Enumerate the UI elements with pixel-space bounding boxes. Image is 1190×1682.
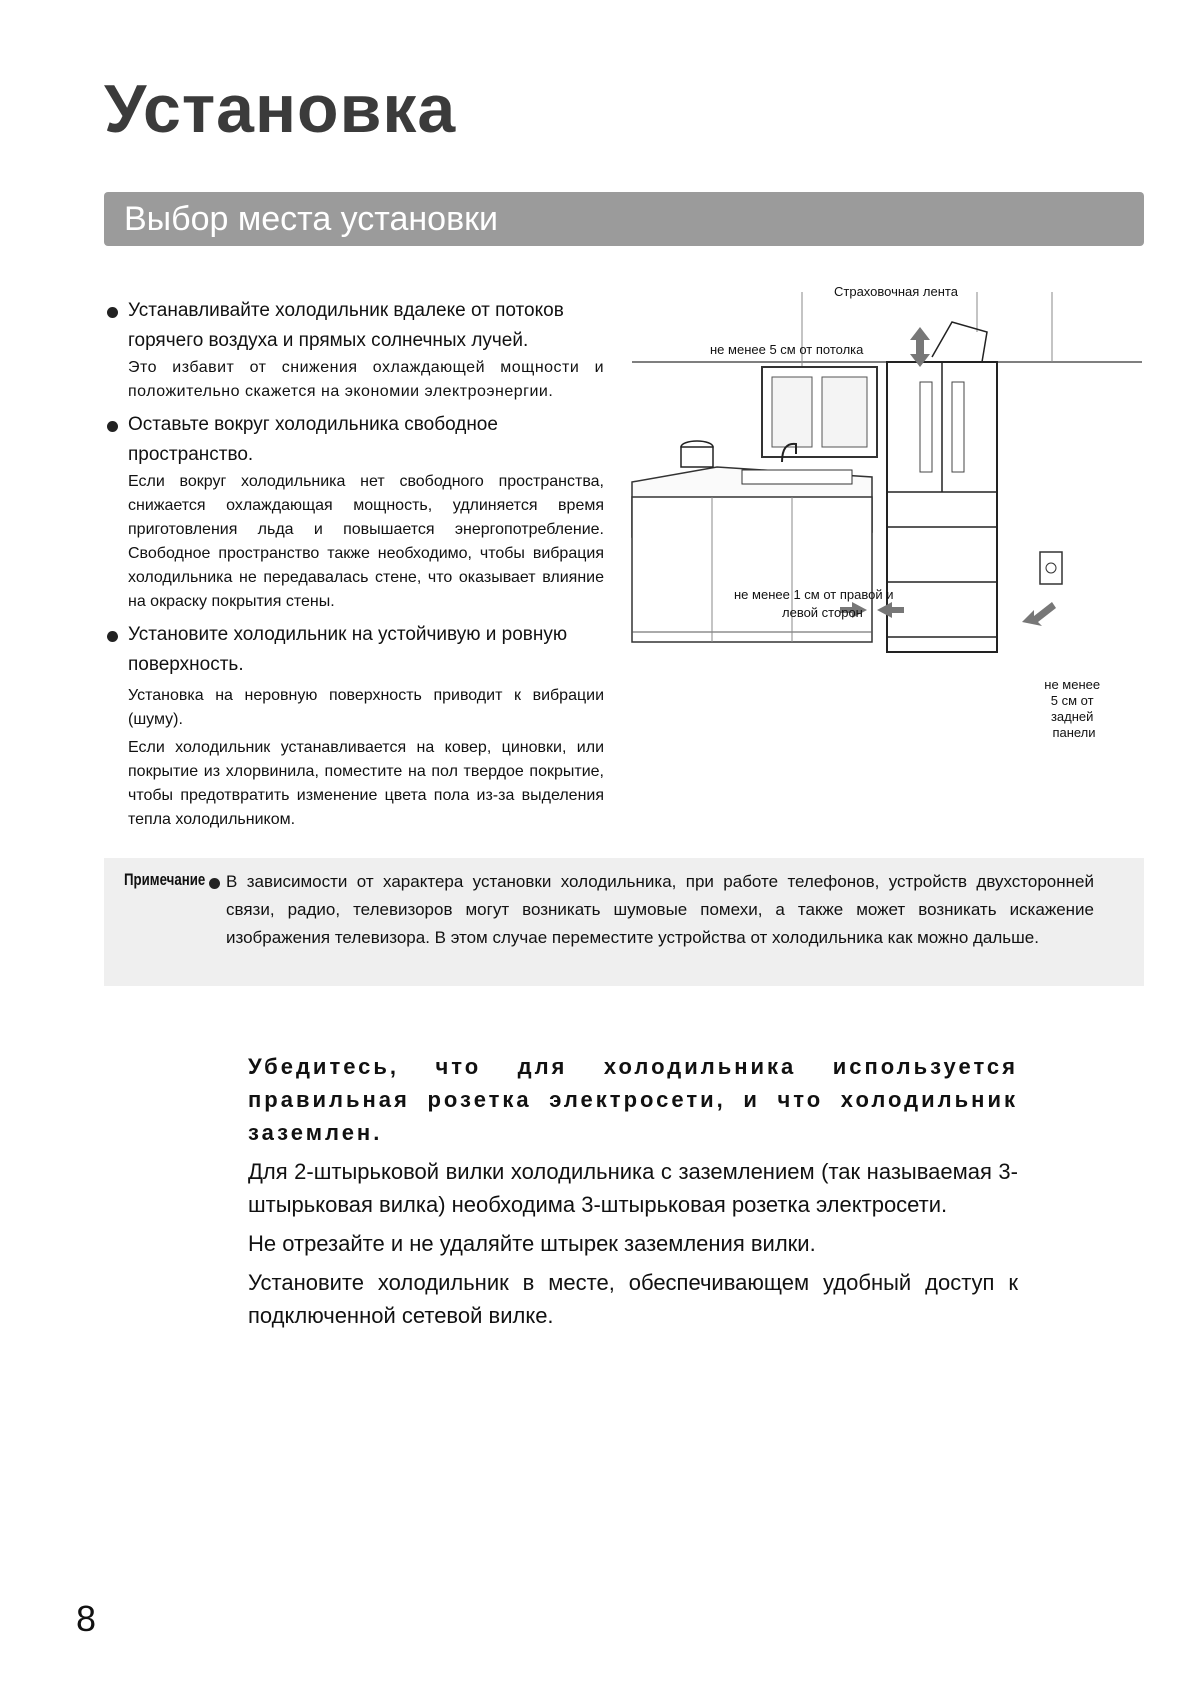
bullet-icon [107, 631, 118, 642]
window-pane [822, 377, 867, 447]
bullet-text: Это избавит от снижения охлаждающей мощности и положительно скажется на экономии электроэнергии. [128, 359, 604, 400]
label-ceiling: не менее 5 см от потолка [710, 342, 864, 357]
plug-section [248, 1050, 1018, 1332]
plug-heading: Убедитесь, что для холодильника используется правильная розетка электросети, и что холодильник заземлен. [248, 1054, 1018, 1145]
bullet-heading: Устанавливайте холодильник вдалеке от потоков горячего воздуха и прямых солнечных лучей. [104, 296, 604, 356]
bullet-icon [107, 421, 118, 432]
bullet-text: Если вокруг холодильника нет свободного пространства, снижается охлаждающая мощность, удлиняется время приготовления льда и повышается энергопотребление. Свободное пространство также необходимо, чтобы вибрация холодильника не передавалась стене, что оказывает влияние на окраску покрытия стены. [128, 473, 604, 610]
section-header [104, 192, 1144, 246]
bullet-icon [107, 307, 118, 318]
safety-strap [932, 322, 987, 362]
plug-paragraph: Для 2-штырьковой вилки холодильника с заземлением (так называемая 3-штырьковая вилка) необходима 3-штырьковая розетка электросети. [248, 1159, 1018, 1217]
label-safety-strap: Страховочная лента [834, 284, 958, 299]
note-box [104, 858, 1144, 986]
page-number: 8 [76, 1598, 97, 1639]
installation-guidelines [104, 296, 604, 832]
page-title: Установка [104, 71, 457, 147]
plug-paragraph: Установите холодильник в месте, обеспечивающем удобный доступ к подключенной сетевой вилке. [248, 1270, 1018, 1328]
window-pane [772, 377, 812, 447]
note-label: Примечание [124, 870, 206, 889]
note-text: В зависимости от характера установки холодильника, при работе телефонов, устройств двухсторонней связи, радио, телевизоров могут возникать шумовые помехи, а также может возникать искажение изображения телевизора. В этом случае переместите устройства от холодильника как можно дальше. [226, 872, 1094, 947]
kitchen-cabinet [632, 497, 872, 642]
bullet-heading: Установите холодильник на устойчивую и ровную поверхность. [104, 620, 604, 680]
sink [742, 470, 852, 484]
section-title: Выбор места установки [124, 200, 499, 238]
plug-paragraph: Не отрезайте и не удаляйте штырек заземления вилки. [248, 1231, 816, 1256]
pot-body [681, 447, 713, 467]
bullet-text: Установка на неровную поверхность приводит к вибрации (шуму). [128, 687, 604, 728]
bullet-heading: Оставьте вокруг холодильника свободное пространство. [104, 410, 604, 470]
back-arrow-icon [1022, 602, 1056, 626]
installation-illustration [622, 284, 1142, 762]
bullet-icon [209, 878, 220, 889]
label-back: не менее 5 см от задней панели [1044, 677, 1101, 740]
bullet-text: Если холодильник устанавливается на ковер, циновки, или покрытие из хлорвинила, поместите на пол твердое покрытие, чтобы предотвратить изменение цвета пола из-за выделения тепла холодильником. [128, 739, 604, 828]
wall-outlet-icon [1040, 552, 1062, 584]
label-sides: не менее 1 см от правой и левой сторон [734, 587, 894, 620]
up-arrow-icon [910, 327, 930, 354]
